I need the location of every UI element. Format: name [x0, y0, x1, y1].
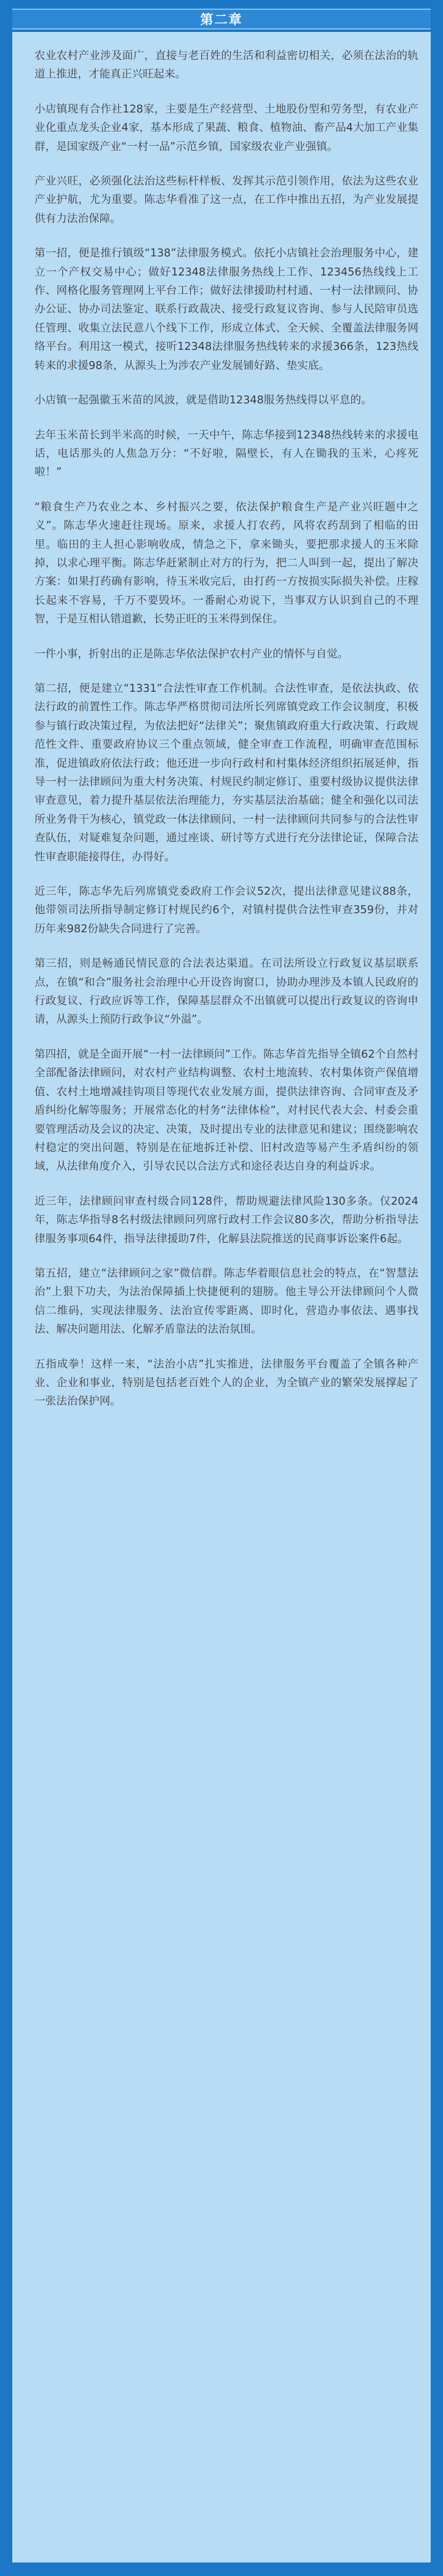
paragraph: 农业农村产业涉及面广，直接与老百姓的生活和利益密切相关，必须在法治的轨道上推进，才能真正兴旺起来。 [34, 50, 418, 81]
paragraph: 小店镇一起强徽玉米苗的风波，就是借助12348服务热线得以平息的。 [34, 394, 372, 407]
paragraph: “粮食生产乃农业之本、乡村振兴之要，依法保护粮食生产是产业兴旺题中之义”。陈志华火速赶往现场。原来，求援人打农药，风将农药刮到了相临的田里。临田的主人担心影响收成，情急之下，拿来锄头，要把那求援人的玉米除掉，以求心理平衡。陈志华赶紧制止对方的行为，把二人叫到一起，提出了解决方案：如果打药确有影响，待玉米收完后，由打药一方按损实际损失补偿。庄稼长起来不容易，千万不要毁坏。一番耐心劝说下，当事双方认识到自己的不理智，于是互相认错道歉，长势正旺的玉米得到保住。 [34, 501, 418, 626]
paragraph: 五指成拳！这样一来，“法治小店”扎实推进，法律服务平台覆盖了全镇各种产业、企业和事业，特别是包括老百姓个人的企业，为全镇产业的繁荣发展撑起了一张法治保护网。 [34, 1358, 418, 1408]
paragraph: 第三招，则是畅通民情民意的合法表达渠道。在司法所设立行政复议基层联系点，在镇“和合”服务社会治理中心开设咨询窗口，协助办理涉及本镇人民政府的行政复议、行政应诉等工作，保障基层群众不出镇就可以提出行政复议的咨询申请，从源头上预防行政争议“外溢”。 [34, 957, 418, 1026]
paragraph: 第五招，建立“法律顾问之家”微信群。陈志华着眼信息社会的特点，在“智慧法治”上狠下功夫，为法治保障插上快捷便利的翅膀。他主导公开法律顾问个人微信二维码，实现法律服务、法治宣传零距离、即时化，营造办事依法、遇事找法、解决问题用法、化解矛盾靠法的法治氛围。 [34, 1267, 418, 1336]
chapter-header [12, 9, 431, 30]
paragraph: 产业兴旺，必须强化法治这些标杆样板、发挥其示范引领作用，依法为这些农业产业护航，尤为重要。陈志华看准了这一点，在工作中推出五招，为产业发展提供有力法治保障。 [34, 175, 418, 225]
paragraph: 小店镇现有合作社128家，主要是生产经营型、土地股份型和劳务型，有农业产业化重点龙头企业4家，基本形成了果蔬、粮食、植物油、畜产品4大加工产业集群，是国家级产业“一村一品”示范乡镇，国家级农业产业强镇。 [34, 103, 418, 153]
paragraph: 第二招，便是建立“1331”合法性审查工作机制。合法性审查，是依法执政、依法行政的前置性工作。陈志华严格贯彻司法所长列席镇党政工作会议制度，积极参与镇行政决策过程，为依法把好“法律关”；聚焦镇政府重大行政决策、行政规范性文件、重要政府协议三个重点领域，健全审查工作流程，明确审查范围标准，促进镇政府依法行政；他还进一步向行政村和村集体经济组织拓展延伸，指导一村一法律顾问为重大村务决策、村规民约制定修订、重要村级协议提供法律审查意见，着力提升基层依法治理能力，夯实基层法治基础；健全和强化以司法所业务骨干为核心，镇党政一体法律顾问、一村一法律顾问共同参与的合法性审查队伍，对疑难复杂问题，通过座谈、研讨等方式进行充分法律论证，保障合法性审查职能接得住，办得好。 [34, 682, 418, 863]
paragraph: 一件小事，折射出的正是陈志华依法保护农村产业的情怀与自觉。 [34, 648, 349, 660]
paragraph: 近三年，陈志华先后列席镇党委政府工作会议52次，提出法律意见建议88条，他带领司法所指导制定修订村规民约6个，对镇村提供合法性审查359份，并对历年来982份缺失合同进行了完善。 [34, 886, 418, 935]
article-body [12, 32, 431, 2562]
paragraph: 第四招，就是全面开展“一村一法律顾问”工作。陈志华首先指导全镇62个自然村全部配备法律顾问，对农村产业结构调整、农村土地流转、农村集体资产保值增值、农村土地增减挂钩项目等现代农业发展方面，提供法律咨询、合同审查及矛盾纠纷化解等服务；开展常态化的村务“法律体检”，对村民代表大会、村委会重要管理活动及会议的决定、决策，及时提出专业的法律意见和建议；围绕影响农村稳定的突出问题，特别是在征地拆迁补偿、旧村改造等易产生矛盾纠纷的领域，从法律角度介入，引导农民以合法方式和途径表达自身的利益诉求。 [34, 1048, 418, 1173]
paragraph: 近三年，法律顾问审查村级合同128件，帮助规避法律风险130多条。仅2024年，陈志华指导8名村级法律顾问列席行政村工作会议80多次，帮助分析指导法律服务事项64件，指导法律援助7件，化解县法院推送的民商事诉讼案件6起。 [34, 1195, 418, 1245]
chapter-title: 第二章 [200, 12, 243, 27]
paragraph: 去年玉米苗长到半米高的时候，一天中午，陈志华接到12348热线转来的求援电话，电话那头的人焦急万分：“不好啦，隔壁长，有人在锄我的玉米，心疼死啦！” [34, 429, 418, 479]
paragraph: 第一招，便是推行镇级“138”法律服务模式。依托小店镇社会治理服务中心，建立一个产权交易中心；做好12348法律服务热线上工作、123456热线线上工作、网格化服务管理网上平台工作；做好法律援助村村通、一村一法律顾问、协办公证、协办司法鉴定、联系行政裁决、接受行政复议咨询、参与人民陪审员选任管理、收集立法民意八个线下工作，形成立体式、全天候、全覆盖法律服务网络平台。利用这一模式，接听12348法律服务热线转来的求援366条，123热线转来的求援98条，从源头上为涉农产业发展铺好路、垫实底。 [34, 247, 418, 372]
